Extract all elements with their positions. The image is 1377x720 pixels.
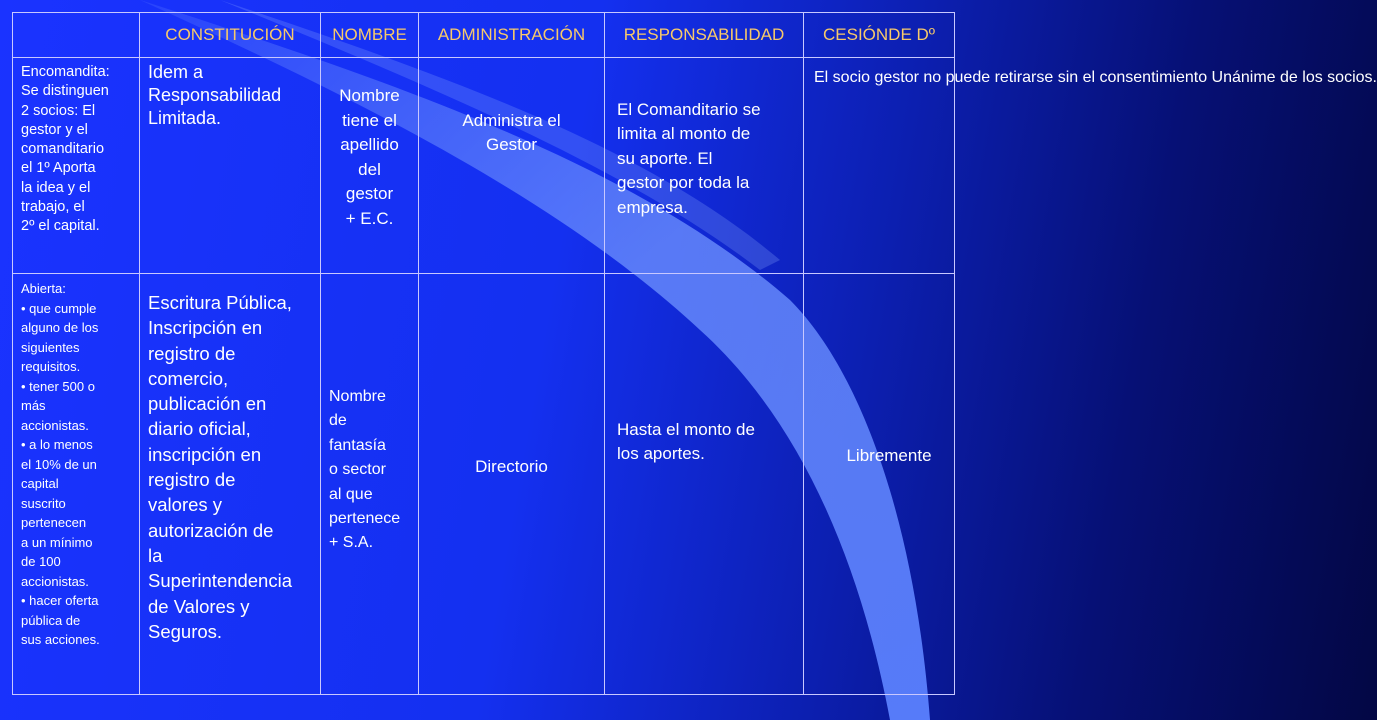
cell-administracion: Administra el Gestor [419,58,605,274]
header-administracion: ADMINISTRACIÓN [419,13,605,58]
header-empty [13,13,140,58]
cell-responsabilidad: Hasta el monto de los aportes. [605,274,804,695]
header-nombre: NOMBRE [321,13,419,58]
cell-cesion: Libremente [804,274,955,695]
cell-nombre: Nombre de fantasía o sector al que pertenece + S.A. [321,274,419,695]
cell-nombre: Nombre tiene el apellido del gestor + E.C. [321,58,419,274]
header-row [13,13,955,58]
cell-constitucion: Escritura Pública, Inscripción en registro de comercio, publicación en diario oficial, inscripción en registro de valores y autorización de la Superintendencia de Valores y Seguros. [140,274,321,695]
header-responsabilidad: RESPONSABILIDAD [605,13,804,58]
table-row [13,274,955,695]
cell-cesion: El socio gestor no puede retirarse sin el consentimiento Unánime de los socios. [804,58,955,274]
cell-type: Abierta: • que cumple alguno de los siguientes requisitos. • tener 500 o más accionistas. • a lo menos el 10% de un capital suscrito pertenecen a un mínimo de 100 accionistas. • hacer oferta pública de sus acciones. [13,274,140,695]
company-types-table [12,12,1377,695]
table-row [13,58,955,274]
cell-responsabilidad: El Comanditario se limita al monto de su aporte. El gestor por toda la empresa. [605,58,804,274]
header-constitucion: CONSTITUCIÓN [140,13,321,58]
cell-constitucion: Idem a Responsabilidad Limitada. [140,58,321,274]
header-cesion: CESIÓNDE Dº [804,13,955,58]
cell-type: Encomandita: Se distinguen 2 socios: El gestor y el comanditario el 1º Aporta la idea y el trabajo, el 2º el capital. [13,58,140,274]
cell-administracion: Directorio [419,274,605,695]
